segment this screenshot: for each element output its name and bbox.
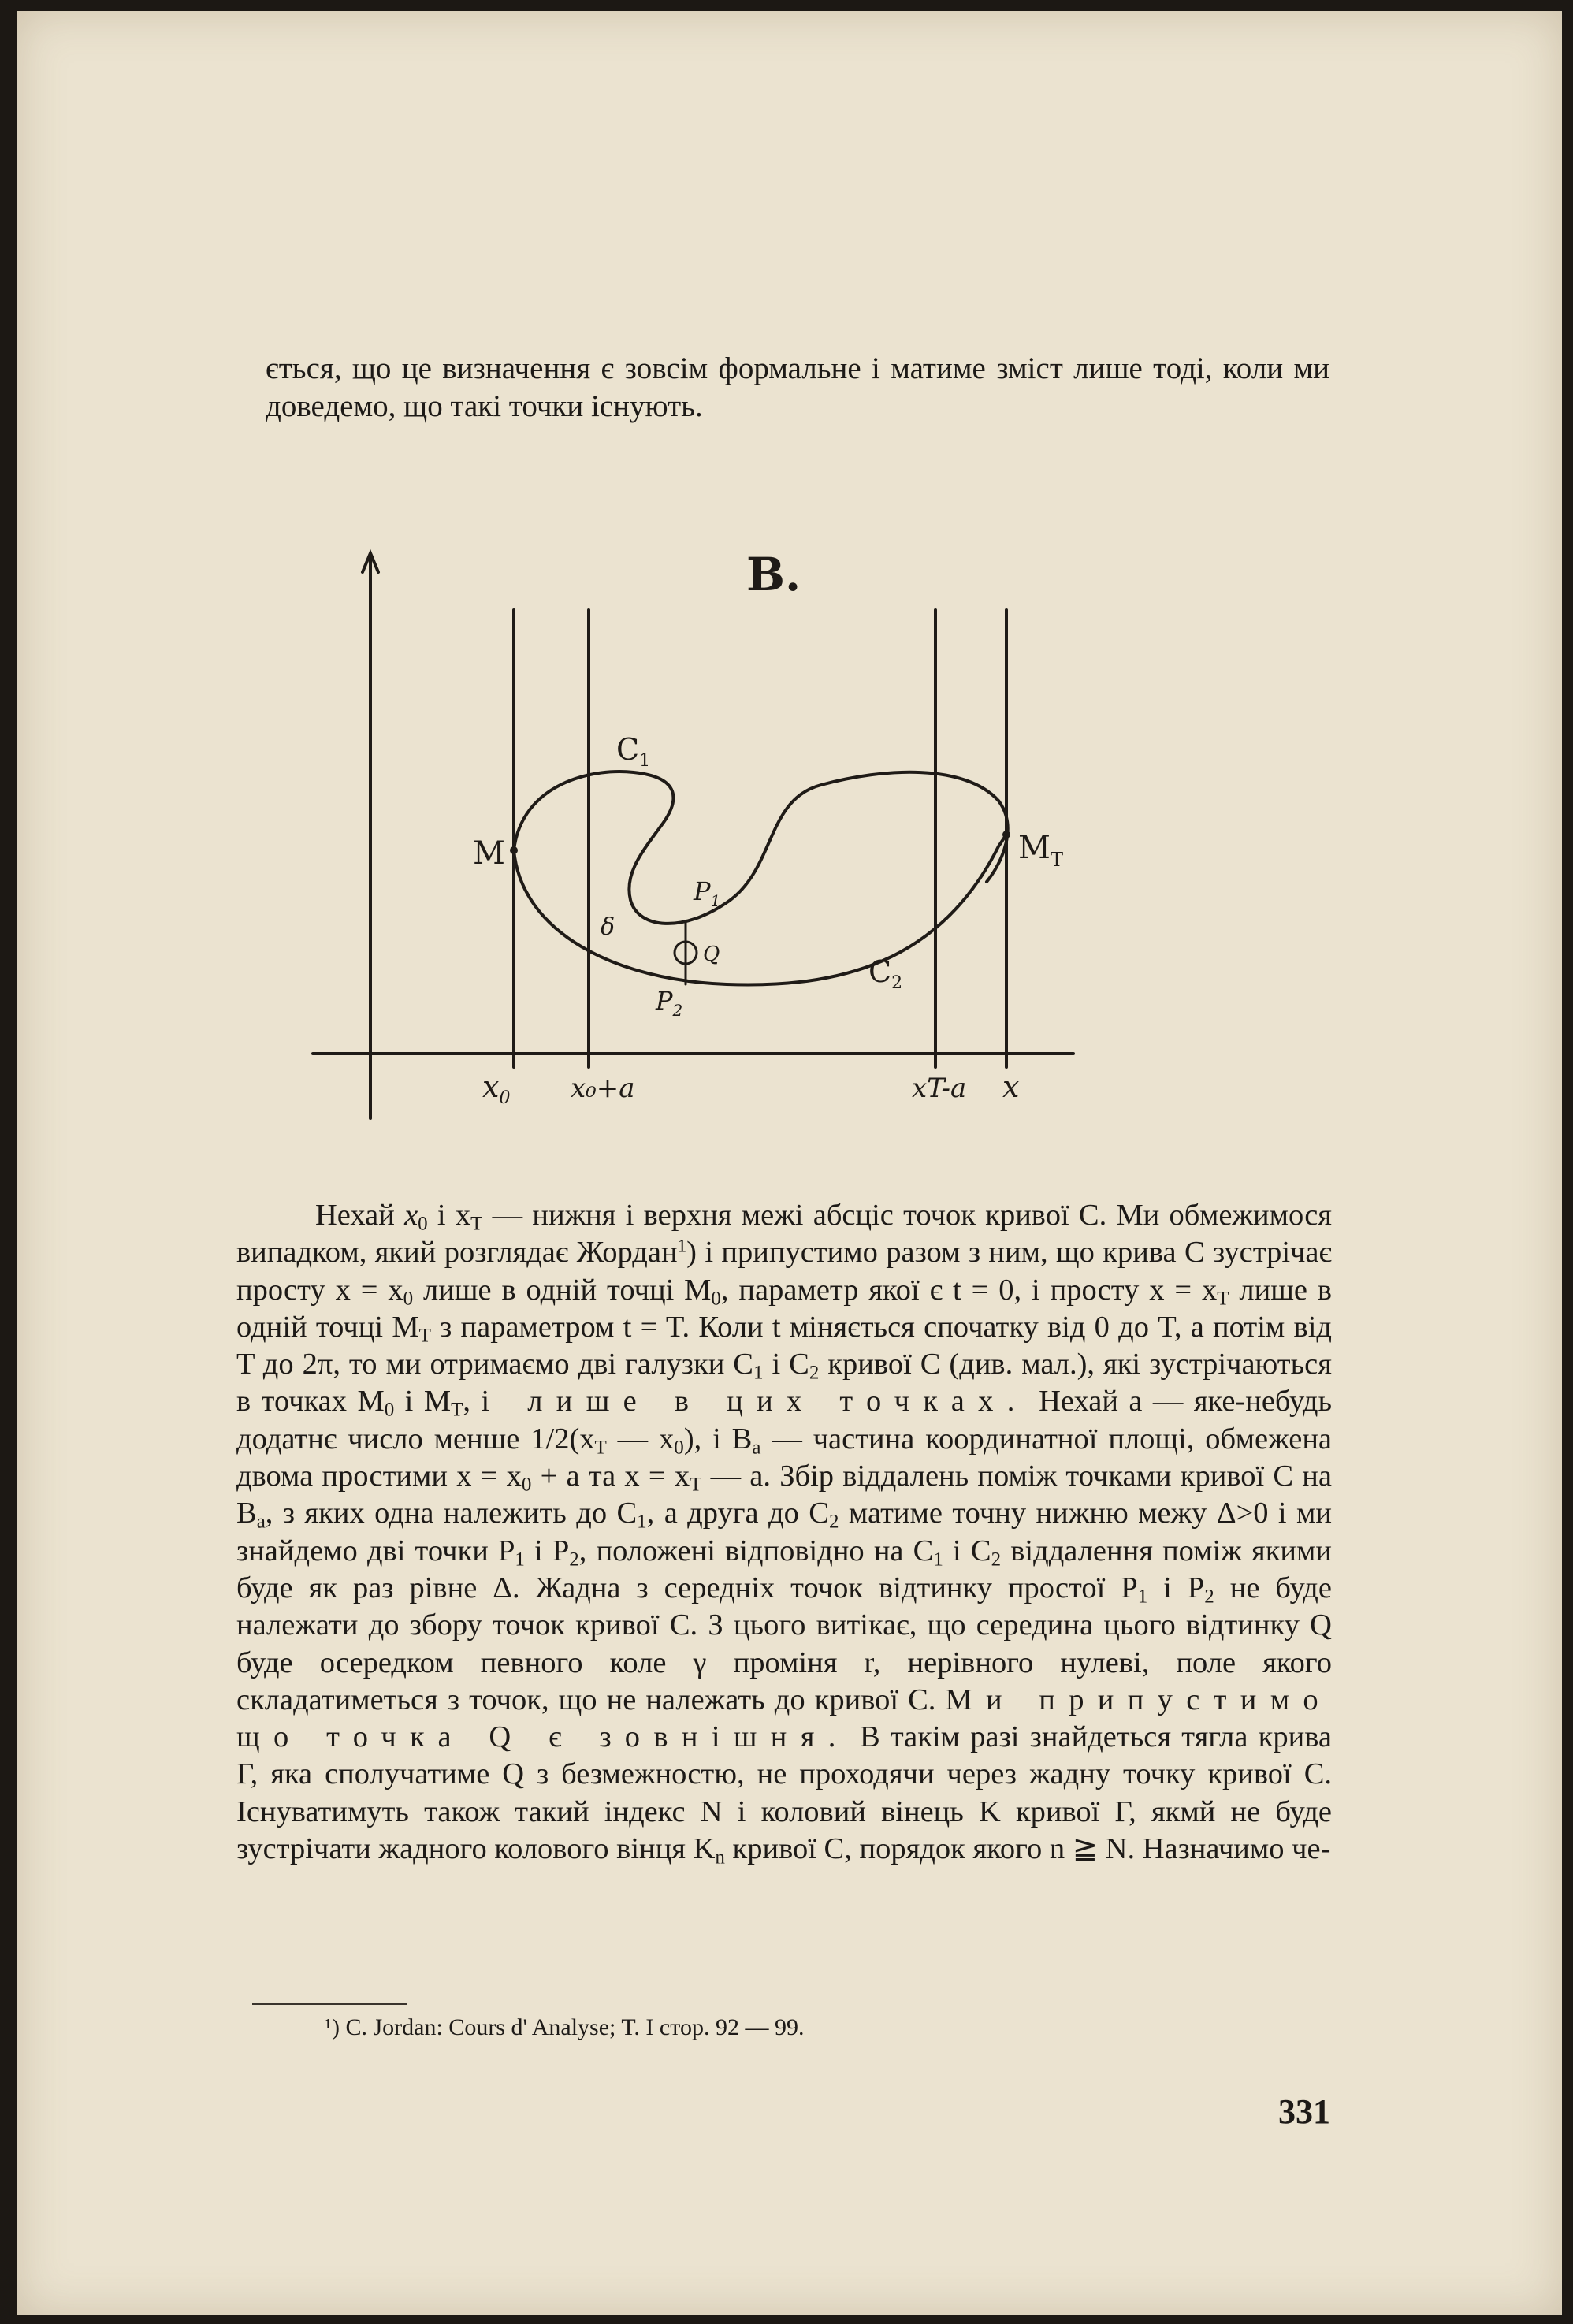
t27-sub: 2 [1204, 1586, 1214, 1608]
t23-sub: 2 [569, 1548, 579, 1570]
t26-sub: 1 [1137, 1586, 1148, 1608]
t26: віддалення поміж якими буде як раз рівне Δ. Жадна з середніх точок відтинку простої P [236, 1534, 1332, 1604]
t3: — нижня і верхня межі абсціс точок кривої C. Ми обмежимося випадком, який розглядає Жордан [236, 1199, 1332, 1270]
t30: кривої C, порядок якого n ≧ N. Назначимо че- [724, 1832, 1331, 1866]
figure [285, 523, 1121, 1154]
label-xt: x [1002, 1069, 1020, 1104]
t1: Нехай [315, 1199, 395, 1232]
label-c1 [616, 732, 650, 771]
label-p1 [693, 876, 720, 910]
t29: В такім разі знайдеться тягла крива Γ, яка сполучатиме Q з безмежностю, не проходячи через жадну точку кривої C. Існуватимуть також такий індекс N і коловий вінець K кривої Γ, якмй не буде зустрічати жадного колового вінця K [236, 1720, 1332, 1866]
t5-sub: 0 [711, 1287, 721, 1309]
label-mt-main: M [1018, 830, 1051, 866]
t9-sub: 2 [809, 1362, 820, 1384]
label-q: Q [703, 943, 720, 966]
t6: , параметр якої є t = 0, і просту x = x [720, 1273, 1218, 1307]
t6-sub: T [1217, 1287, 1229, 1309]
t-x0-sub: 0 [418, 1213, 428, 1235]
t4: ) і припустимо разом з ним, що крива C зустрічає просту x = x [236, 1236, 1332, 1307]
t15: — x [606, 1422, 675, 1456]
t18: + a та x = x [531, 1459, 690, 1493]
t20: , з яких одна належить до C [265, 1497, 638, 1530]
t12-spaced: і лише в цих точках. [481, 1385, 1028, 1419]
label-c1-sub: 1 [639, 751, 651, 771]
t-x0: x [404, 1199, 418, 1232]
t19: — a. Збір віддалень поміж точками кривої C на B [236, 1459, 1332, 1530]
t4-sub: 0 [403, 1287, 414, 1309]
label-c1-main: C [616, 732, 640, 767]
t28: не буде належати до збору точок кривої C. З цього витікає, що середина цього відтинку Q буде осередком певного коле γ проміня r, нерівного нулеві, поле якого складатиметься з точок, що не належать до кривої C. [236, 1571, 1332, 1716]
label-p2-sub: 2 [672, 1001, 683, 1020]
t2: і [427, 1199, 456, 1232]
t9: і C [763, 1348, 809, 1381]
point-m0 [511, 848, 516, 853]
t11-sub: T [451, 1399, 463, 1421]
t21-sub: 2 [828, 1511, 839, 1533]
main-paragraph [236, 1197, 1332, 1868]
t10-sub: 0 [384, 1399, 395, 1421]
label-x0-sub: 0 [499, 1088, 511, 1108]
t28-spaced: Ми припустимо що точка Q є зовнішня. [236, 1683, 1332, 1754]
t25: і C [943, 1534, 991, 1567]
t25-sub: 2 [991, 1548, 1002, 1570]
point-mt [1004, 832, 1009, 837]
t10: кривої C (див. мал.), які зустрічаються в точках M [236, 1348, 1332, 1419]
page [17, 11, 1562, 2315]
label-c2-main: C [868, 954, 892, 989]
label-delta: δ [601, 913, 615, 941]
label-p2-main: P [656, 986, 673, 1016]
t5: лише в одній точці M [413, 1273, 712, 1307]
t19-sub: a [256, 1511, 266, 1533]
label-x0-main: x [482, 1069, 500, 1104]
label-m0: M [473, 835, 505, 872]
t-xt-sub: T [470, 1213, 483, 1235]
t7: лише в одній точці M [236, 1273, 1332, 1344]
t12: , [463, 1385, 482, 1419]
t16-sub: a [752, 1437, 761, 1459]
t8: з параметром t = T. Коли t міняється спочатку від 0 до T, а потім від T до 2π, то ми отримаємо дві галузки C [236, 1310, 1332, 1381]
t11: і M [394, 1385, 452, 1419]
main-text [236, 1197, 1332, 1868]
t-frac: 1/2 [530, 1422, 570, 1456]
page-number: 331 [1278, 2092, 1330, 2131]
t8-sub: 1 [753, 1362, 764, 1384]
t7-sub: T [418, 1325, 431, 1347]
intro-text: ється, що це визначення є зовсім формальне і матиме зміст лише тоді, коли ми доведемо, що такі точки існують. [266, 351, 1329, 423]
t-xt: x [455, 1199, 471, 1232]
footnote-mark: 1 [677, 1235, 687, 1256]
label-b: B. [746, 548, 801, 601]
t13: Нехай a — яке-небудь додатнє число менше [236, 1385, 1333, 1456]
t29-sub: n [715, 1846, 725, 1868]
t16: ), і B [683, 1422, 753, 1456]
label-xt-minus-a: xT-a [912, 1073, 967, 1104]
t24-sub: 1 [933, 1548, 943, 1570]
intro-paragraph [266, 350, 1329, 426]
t15-sub: 0 [674, 1437, 684, 1459]
label-p1-sub: 1 [710, 891, 721, 910]
t27: і P [1147, 1571, 1205, 1604]
label-x0 [482, 1069, 510, 1108]
label-mt [1018, 830, 1063, 871]
label-mt-sub: T [1050, 849, 1063, 871]
t22-sub: 1 [515, 1548, 525, 1570]
label-p2 [655, 986, 682, 1020]
footnote-rule [252, 2003, 407, 2005]
label-x0-plus-a: x₀+a [571, 1073, 635, 1104]
t24: , положені відповідно на C [578, 1534, 934, 1567]
t23: і P [524, 1534, 570, 1567]
t17-sub: 0 [521, 1474, 532, 1496]
t18-sub: T [690, 1474, 702, 1496]
t14: (x [569, 1422, 595, 1456]
label-c2-sub: 2 [891, 973, 903, 993]
label-c2 [868, 954, 902, 993]
t21: , а друга до C [646, 1497, 829, 1530]
footnote: ¹) C. Jordan: Cours d' Analyse; T. I стор. 92 — 99. [325, 2014, 805, 2040]
t17: — частина координатної площі, обмежена двома простими x = x [236, 1422, 1333, 1493]
t22: матиме точну нижню межу Δ>0 і ми знайдемо дві точки P [236, 1497, 1332, 1567]
label-p1-main: P [694, 876, 711, 906]
t14-sub: T [594, 1437, 607, 1459]
t20-sub: 1 [637, 1511, 647, 1533]
